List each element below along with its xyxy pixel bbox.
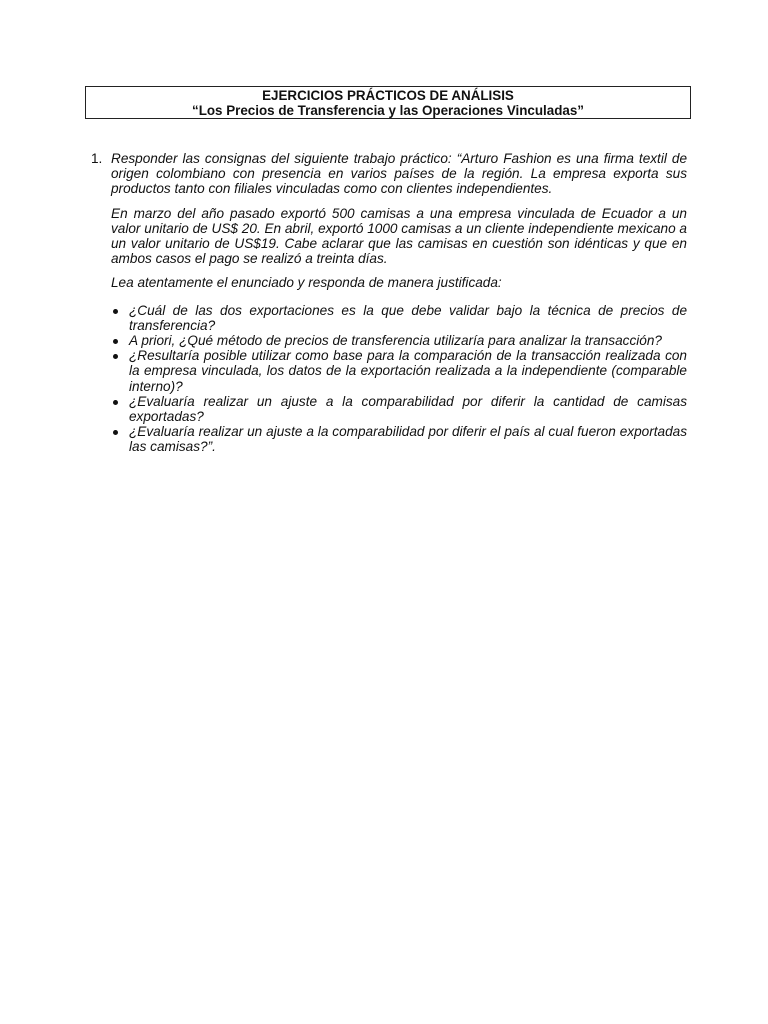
bullet-icon [111, 348, 129, 394]
question-item [111, 348, 687, 394]
bullet-icon [111, 303, 129, 333]
question-text: ¿Cuál de las dos exportaciones es la que debe validar bajo la técnica de precios de transferencia? [129, 302, 687, 333]
question-item [111, 394, 687, 424]
exercise-number: 1. [91, 151, 103, 166]
bullet-icon [111, 394, 129, 424]
question-text: ¿Evaluaría realizar un ajuste a la comparabilidad por diferir el país al cual fueron exportadas las camisas?”. [129, 424, 687, 455]
question-text: A priori, ¿Qué método de precios de transferencia utilizaría para analizar la transacción? [129, 333, 662, 349]
question-item [111, 303, 687, 333]
question-item [111, 424, 687, 454]
question-text: ¿Resultaría posible utilizar como base para la comparación de la transacción realizada con la empresa vinculada, los datos de la exportación realizada a la independiente (comparable interno)? [129, 348, 687, 394]
document-title-box [85, 86, 691, 119]
question-item [111, 333, 687, 348]
question-list [111, 303, 687, 455]
exercise-content [91, 151, 687, 455]
exercise-body [111, 151, 687, 455]
document-title: EJERCICIOS PRÁCTICOS DE ANÁLISIS [262, 88, 514, 103]
document-subtitle: “Los Precios de Transferencia y las Operaciones Vinculadas” [192, 103, 584, 118]
exercise-paragraph-intro: Responder las consignas del siguiente trabajo práctico: “Arturo Fashion es una firma textil de origen colombiano con presencia en varios países de la región. La empresa exporta sus productos tanto con filiales vinculadas como con clientes independientes. [111, 151, 687, 197]
exercise-paragraph-instruction: Lea atentamente el enunciado y responda de manera justificada: [111, 275, 502, 291]
exercise-paragraph-facts: En marzo del año pasado exportó 500 camisas a una empresa vinculada de Ecuador a un valor unitario de US$ 20. En abril, exportó 1000 camisas a un cliente independiente mexicano a un valor unitario de US$19. Cabe aclarar que las camisas en cuestión son idénticas y que en ambos casos el pago se realizó a treinta días. [111, 205, 687, 267]
bullet-icon [111, 333, 129, 348]
question-text: ¿Evaluaría realizar un ajuste a la comparabilidad por diferir la cantidad de camisas exportadas? [129, 393, 687, 425]
bullet-icon [111, 424, 129, 454]
exercise-item [91, 151, 687, 455]
